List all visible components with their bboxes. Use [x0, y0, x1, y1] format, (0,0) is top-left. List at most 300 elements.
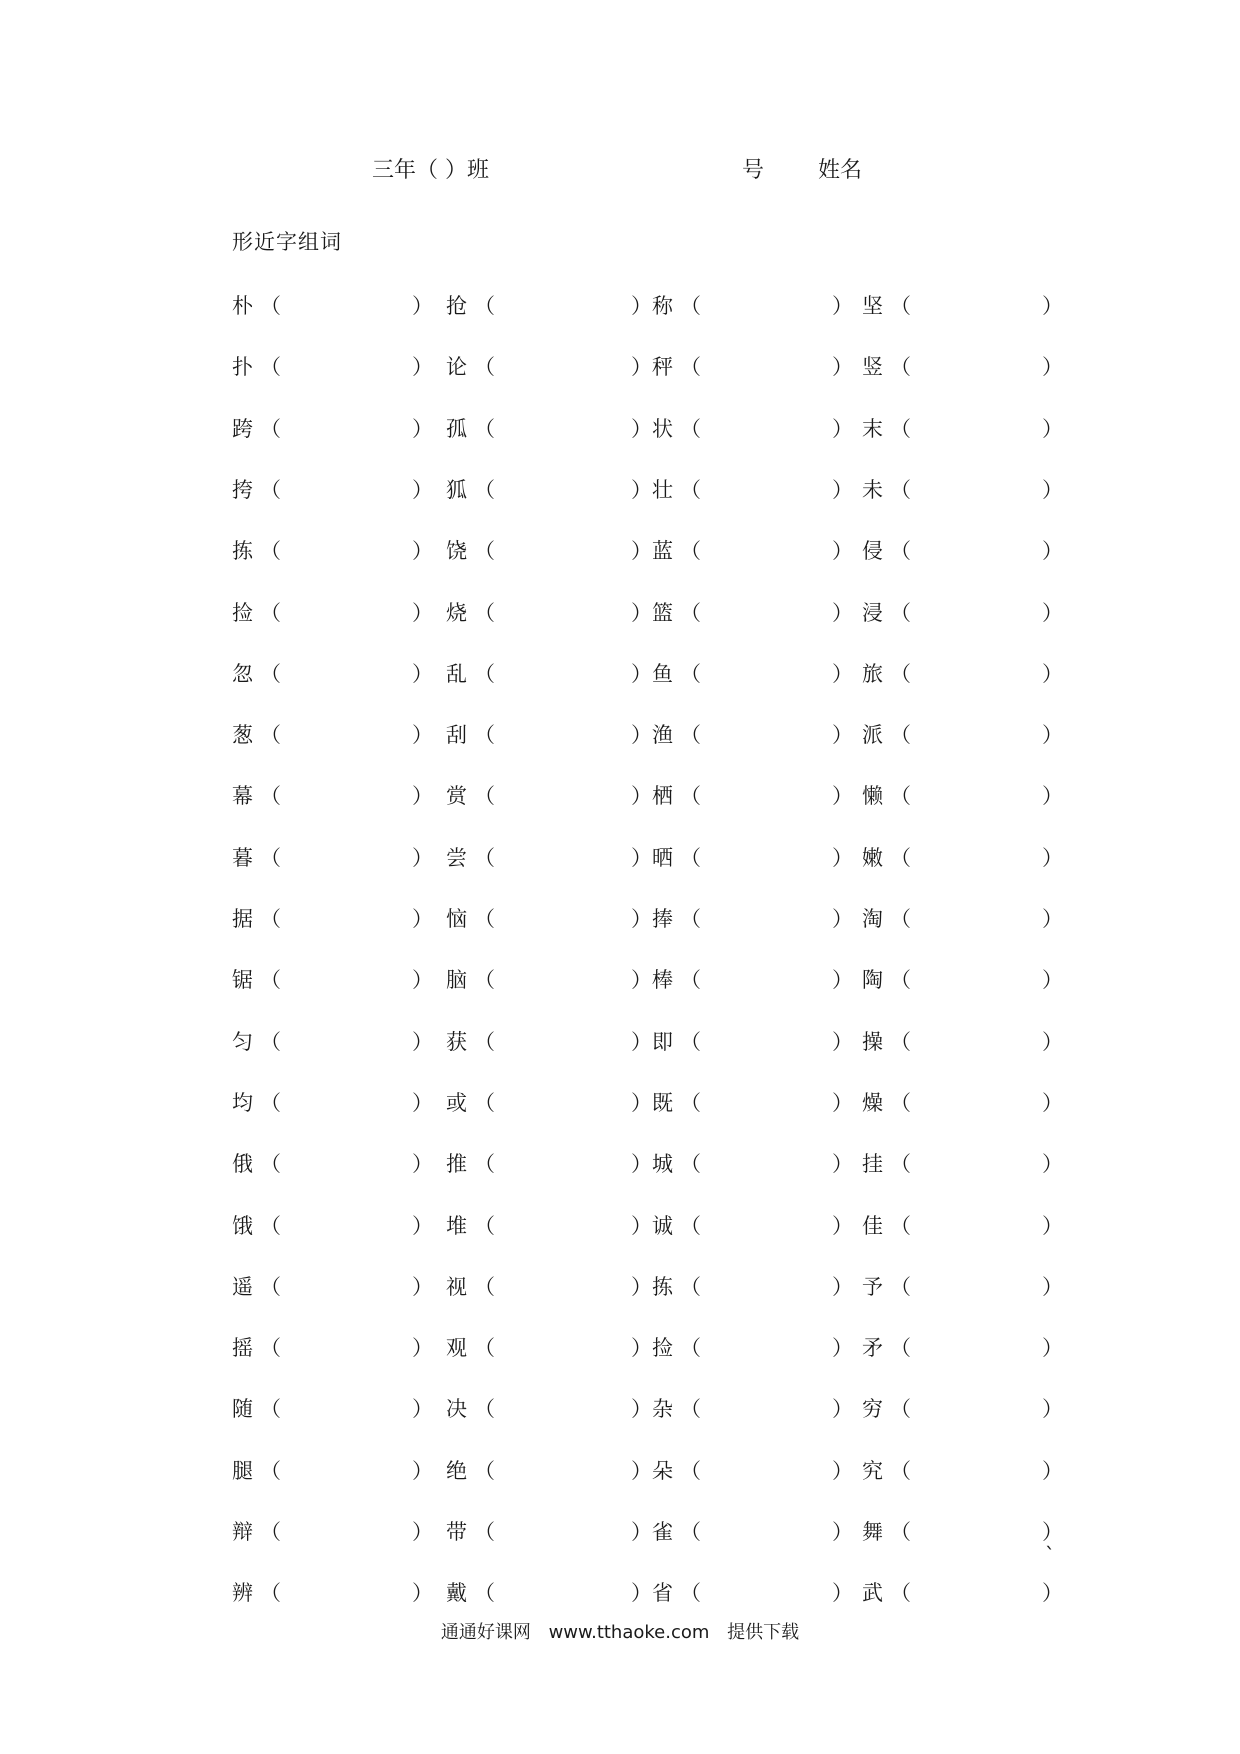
character: 挂 — [862, 1152, 883, 1177]
word-row — [0, 1271, 1240, 1311]
close-paren: ） — [412, 1090, 433, 1115]
close-paren: ） — [412, 416, 433, 441]
answer-blank[interactable] — [906, 290, 1026, 320]
word-cell — [862, 351, 1062, 391]
close-paren: ） — [412, 784, 433, 809]
word-row — [0, 1393, 1240, 1433]
answer-blank[interactable] — [906, 842, 1026, 872]
word-cell — [232, 1516, 432, 1556]
word-row — [0, 1026, 1240, 1066]
character: 幕 — [232, 784, 253, 809]
word-cell — [862, 964, 1062, 1004]
word-row — [0, 351, 1240, 391]
close-paren: ） — [412, 1581, 433, 1606]
character: 朵 — [652, 1458, 673, 1483]
close-paren: ） — [832, 1397, 853, 1422]
character: 刮 — [446, 723, 467, 748]
answer-blank[interactable] — [696, 658, 816, 688]
answer-blank[interactable] — [276, 535, 396, 565]
character: 淘 — [862, 907, 883, 931]
answer-blank[interactable] — [696, 719, 816, 749]
word-cell — [652, 1026, 852, 1066]
character: 锯 — [232, 968, 253, 993]
character: 获 — [446, 1029, 467, 1054]
answer-blank[interactable] — [490, 474, 615, 504]
character: 烧 — [446, 600, 467, 625]
answer-blank[interactable] — [906, 658, 1026, 688]
close-paren: ） — [832, 416, 853, 441]
word-cell — [232, 1087, 432, 1127]
open-paren: （ — [680, 355, 701, 380]
close-paren: ） — [631, 661, 652, 686]
word-cell — [446, 413, 651, 453]
word-cell — [446, 719, 651, 759]
character: 论 — [446, 355, 467, 380]
answer-blank[interactable] — [276, 1210, 396, 1240]
open-paren: （ — [474, 477, 495, 502]
answer-blank[interactable] — [276, 780, 396, 810]
answer-blank[interactable] — [490, 1087, 615, 1117]
answer-blank[interactable] — [906, 1455, 1026, 1485]
close-paren: ） — [631, 1520, 652, 1544]
close-paren: ） — [1042, 1029, 1063, 1054]
answer-blank[interactable] — [490, 719, 615, 749]
answer-blank[interactable] — [276, 1516, 396, 1546]
word-cell — [862, 597, 1062, 637]
answer-blank[interactable] — [696, 903, 816, 933]
character: 乱 — [446, 661, 467, 686]
word-cell — [652, 474, 852, 514]
close-paren: ） — [631, 907, 652, 931]
answer-blank[interactable] — [490, 842, 615, 872]
answer-blank[interactable] — [490, 1455, 615, 1485]
close-paren: ） — [832, 723, 853, 748]
close-paren: ） — [832, 1458, 853, 1483]
close-paren: ） — [631, 1090, 652, 1115]
open-paren: （ — [260, 661, 281, 686]
character: 均 — [232, 1090, 253, 1115]
open-paren: （ — [890, 1520, 911, 1544]
answer-blank[interactable] — [696, 1577, 816, 1607]
answer-blank[interactable] — [696, 1393, 816, 1423]
answer-blank[interactable] — [696, 1455, 816, 1485]
close-paren: ） — [412, 845, 433, 870]
answer-blank[interactable] — [276, 1271, 396, 1301]
close-paren: ） — [631, 294, 652, 318]
word-cell — [652, 351, 852, 391]
footer-url[interactable]: www.tthaoke.com — [548, 1622, 710, 1643]
open-paren: （ — [474, 539, 495, 564]
word-cell — [446, 1087, 651, 1127]
answer-blank[interactable] — [276, 474, 396, 504]
character: 壮 — [652, 477, 673, 502]
character: 栖 — [652, 784, 673, 809]
answer-blank[interactable] — [490, 1210, 615, 1240]
character: 派 — [862, 723, 883, 748]
close-paren: ） — [412, 723, 433, 748]
answer-blank[interactable] — [696, 413, 816, 443]
open-paren: （ — [260, 784, 281, 809]
open-paren: （ — [474, 1336, 495, 1361]
answer-blank[interactable] — [906, 351, 1026, 381]
word-cell — [862, 290, 1062, 330]
character: 渔 — [652, 723, 673, 748]
word-cell — [862, 719, 1062, 759]
open-paren: （ — [680, 907, 701, 931]
close-paren: ） — [631, 1581, 652, 1606]
answer-blank[interactable] — [696, 474, 816, 504]
character: 饿 — [232, 1213, 253, 1238]
answer-blank[interactable] — [490, 1393, 615, 1423]
answer-blank[interactable] — [276, 1577, 396, 1607]
word-cell — [652, 1455, 852, 1495]
open-paren: （ — [890, 416, 911, 441]
word-cell — [652, 413, 852, 453]
open-paren: （ — [260, 1336, 281, 1361]
open-paren: （ — [260, 1520, 281, 1544]
word-cell — [652, 290, 852, 330]
open-paren: （ — [680, 1090, 701, 1115]
character: 视 — [446, 1274, 467, 1299]
close-paren: ） — [832, 355, 853, 380]
close-paren: ） — [631, 1152, 652, 1177]
answer-blank[interactable] — [906, 903, 1026, 933]
word-cell — [652, 1148, 852, 1188]
answer-blank[interactable] — [276, 1026, 396, 1056]
answer-blank[interactable] — [490, 597, 615, 627]
answer-blank[interactable] — [276, 842, 396, 872]
answer-blank[interactable] — [276, 351, 396, 381]
word-row — [0, 842, 1240, 882]
word-cell — [652, 1577, 852, 1617]
answer-blank[interactable] — [906, 474, 1026, 504]
word-cell — [862, 1577, 1062, 1617]
answer-blank[interactable] — [490, 413, 615, 443]
open-paren: （ — [890, 294, 911, 318]
word-cell — [652, 658, 852, 698]
close-paren: ） — [631, 845, 652, 870]
close-paren: ） — [1042, 1520, 1063, 1544]
character: 遥 — [232, 1274, 253, 1299]
word-row — [0, 535, 1240, 575]
answer-blank[interactable] — [490, 290, 615, 320]
word-cell — [862, 1271, 1062, 1311]
word-cell — [862, 1455, 1062, 1495]
word-cell — [446, 964, 651, 1004]
answer-blank[interactable] — [696, 842, 816, 872]
character: 鱼 — [652, 661, 673, 686]
close-paren: ） — [1042, 1581, 1063, 1606]
word-cell — [652, 842, 852, 882]
open-paren: （ — [474, 968, 495, 993]
character: 尝 — [446, 845, 467, 870]
answer-blank[interactable] — [906, 597, 1026, 627]
character: 旅 — [862, 661, 883, 686]
close-paren: ） — [1042, 1090, 1063, 1115]
answer-blank[interactable] — [906, 1148, 1026, 1178]
open-paren: （ — [474, 1090, 495, 1115]
character: 武 — [862, 1581, 883, 1606]
character: 状 — [652, 416, 673, 441]
open-paren: （ — [260, 355, 281, 380]
answer-blank[interactable] — [906, 964, 1026, 994]
word-cell — [862, 842, 1062, 882]
trailing-mark: ` — [1045, 1543, 1055, 1567]
answer-blank[interactable] — [906, 1393, 1026, 1423]
word-cell — [652, 903, 852, 943]
open-paren: （ — [474, 1581, 495, 1606]
character: 随 — [232, 1397, 253, 1422]
word-row — [0, 658, 1240, 698]
answer-blank[interactable] — [490, 1026, 615, 1056]
answer-blank[interactable] — [276, 1332, 396, 1362]
close-paren: ） — [1042, 1397, 1063, 1422]
open-paren: （ — [680, 845, 701, 870]
word-row — [0, 413, 1240, 453]
word-cell — [446, 1332, 651, 1372]
character: 秤 — [652, 355, 673, 380]
word-cell — [446, 535, 651, 575]
character: 末 — [862, 416, 883, 441]
close-paren: ） — [832, 1152, 853, 1177]
word-cell — [232, 719, 432, 759]
answer-blank[interactable] — [906, 1332, 1026, 1362]
answer-blank[interactable] — [490, 780, 615, 810]
answer-blank[interactable] — [696, 535, 816, 565]
answer-blank[interactable] — [276, 903, 396, 933]
close-paren: ） — [412, 1274, 433, 1299]
answer-blank[interactable] — [276, 658, 396, 688]
word-cell — [862, 903, 1062, 943]
word-cell — [652, 597, 852, 637]
word-row — [0, 1455, 1240, 1495]
answer-blank[interactable] — [490, 964, 615, 994]
open-paren: （ — [260, 1213, 281, 1238]
word-cell — [652, 964, 852, 1004]
answer-blank[interactable] — [276, 964, 396, 994]
answer-blank[interactable] — [696, 1516, 816, 1546]
open-paren: （ — [680, 1581, 701, 1606]
character: 篮 — [652, 600, 673, 625]
answer-blank[interactable] — [490, 903, 615, 933]
word-cell — [862, 474, 1062, 514]
answer-blank[interactable] — [696, 290, 816, 320]
answer-blank[interactable] — [276, 1455, 396, 1485]
character: 嫩 — [862, 845, 883, 870]
answer-blank[interactable] — [276, 413, 396, 443]
answer-blank[interactable] — [906, 1271, 1026, 1301]
close-paren: ） — [631, 416, 652, 441]
word-cell — [862, 1332, 1062, 1372]
close-paren: ） — [412, 968, 433, 993]
answer-blank[interactable] — [906, 1577, 1026, 1607]
close-paren: ） — [1042, 294, 1063, 318]
answer-blank[interactable] — [696, 1087, 816, 1117]
close-paren: ） — [1042, 600, 1063, 625]
answer-blank[interactable] — [490, 1577, 615, 1607]
close-paren: ） — [412, 1213, 433, 1238]
open-paren: （ — [260, 723, 281, 748]
open-paren: （ — [474, 723, 495, 748]
close-paren: ） — [1042, 845, 1063, 870]
character: 蓝 — [652, 539, 673, 564]
grade-class-label: 三年（ ）班 — [372, 158, 489, 183]
close-paren: ） — [412, 1336, 433, 1361]
word-cell — [652, 1271, 852, 1311]
answer-blank[interactable] — [276, 1087, 396, 1117]
word-cell — [232, 597, 432, 637]
open-paren: （ — [474, 355, 495, 380]
close-paren: ） — [631, 539, 652, 564]
word-cell — [232, 1455, 432, 1495]
open-paren: （ — [474, 1520, 495, 1544]
character: 坚 — [862, 294, 883, 318]
answer-blank[interactable] — [696, 1332, 816, 1362]
answer-blank[interactable] — [276, 1148, 396, 1178]
character: 暮 — [232, 845, 253, 870]
close-paren: ） — [832, 661, 853, 686]
character: 棒 — [652, 968, 673, 993]
open-paren: （ — [890, 1029, 911, 1054]
character: 摇 — [232, 1336, 253, 1361]
open-paren: （ — [680, 661, 701, 686]
open-paren: （ — [890, 968, 911, 993]
open-paren: （ — [474, 1458, 495, 1483]
character: 浸 — [862, 600, 883, 625]
close-paren: ） — [1042, 968, 1063, 993]
answer-blank[interactable] — [490, 658, 615, 688]
open-paren: （ — [260, 416, 281, 441]
open-paren: （ — [680, 1458, 701, 1483]
answer-blank[interactable] — [490, 1148, 615, 1178]
open-paren: （ — [260, 1090, 281, 1115]
close-paren: ） — [832, 784, 853, 809]
answer-blank[interactable] — [906, 780, 1026, 810]
character: 跨 — [232, 416, 253, 441]
open-paren: （ — [890, 1397, 911, 1422]
answer-blank[interactable] — [276, 597, 396, 627]
close-paren: ） — [832, 477, 853, 502]
word-row — [0, 780, 1240, 820]
close-paren: ） — [1042, 723, 1063, 748]
answer-blank[interactable] — [490, 1332, 615, 1362]
character: 矛 — [862, 1336, 883, 1361]
open-paren: （ — [680, 1397, 701, 1422]
word-cell — [862, 1393, 1062, 1433]
answer-blank[interactable] — [696, 1210, 816, 1240]
close-paren: ） — [631, 355, 652, 380]
word-cell — [446, 474, 651, 514]
close-paren: ） — [412, 294, 433, 318]
answer-blank[interactable] — [490, 1271, 615, 1301]
close-paren: ） — [631, 1397, 652, 1422]
character: 堆 — [446, 1213, 467, 1238]
answer-blank[interactable] — [906, 413, 1026, 443]
close-paren: ） — [412, 600, 433, 625]
close-paren: ） — [832, 1520, 853, 1544]
character: 葱 — [232, 723, 253, 748]
close-paren: ） — [412, 1152, 433, 1177]
close-paren: ） — [412, 1397, 433, 1422]
word-cell — [446, 1148, 651, 1188]
answer-blank[interactable] — [906, 719, 1026, 749]
word-cell — [446, 290, 651, 330]
answer-blank[interactable] — [906, 535, 1026, 565]
character: 脑 — [446, 968, 467, 993]
character: 带 — [446, 1520, 467, 1544]
character: 陶 — [862, 968, 883, 993]
answer-blank[interactable] — [490, 535, 615, 565]
character: 诚 — [652, 1213, 673, 1238]
close-paren: ） — [631, 1274, 652, 1299]
open-paren: （ — [680, 600, 701, 625]
open-paren: （ — [680, 723, 701, 748]
character: 决 — [446, 1397, 467, 1422]
answer-blank[interactable] — [276, 1393, 396, 1423]
open-paren: （ — [260, 1458, 281, 1483]
answer-blank[interactable] — [276, 719, 396, 749]
close-paren: ） — [412, 539, 433, 564]
word-cell — [862, 658, 1062, 698]
character: 扑 — [232, 355, 253, 380]
open-paren: （ — [474, 845, 495, 870]
close-paren: ） — [631, 600, 652, 625]
close-paren: ） — [1042, 1152, 1063, 1177]
word-cell — [862, 535, 1062, 575]
answer-blank[interactable] — [906, 1026, 1026, 1056]
word-cell — [652, 719, 852, 759]
answer-blank[interactable] — [696, 1148, 816, 1178]
word-row — [0, 290, 1240, 330]
open-paren: （ — [260, 1274, 281, 1299]
word-cell — [232, 903, 432, 943]
answer-blank[interactable] — [696, 597, 816, 627]
character: 狐 — [446, 477, 467, 502]
open-paren: （ — [260, 600, 281, 625]
word-row — [0, 1210, 1240, 1250]
answer-blank[interactable] — [906, 1516, 1026, 1546]
word-cell — [232, 780, 432, 820]
footer — [0, 1618, 1240, 1644]
word-cell — [862, 1210, 1062, 1250]
answer-blank[interactable] — [696, 1271, 816, 1301]
open-paren: （ — [260, 539, 281, 564]
open-paren: （ — [474, 1397, 495, 1422]
word-cell — [652, 780, 852, 820]
word-cell — [652, 535, 852, 575]
word-row — [0, 903, 1240, 943]
answer-blank[interactable] — [490, 351, 615, 381]
open-paren: （ — [474, 1213, 495, 1238]
character: 据 — [232, 907, 253, 931]
answer-blank[interactable] — [906, 1210, 1026, 1240]
word-cell — [862, 413, 1062, 453]
answer-blank[interactable] — [490, 1516, 615, 1546]
answer-blank[interactable] — [906, 1087, 1026, 1117]
close-paren: ） — [631, 1458, 652, 1483]
answer-blank[interactable] — [696, 780, 816, 810]
answer-blank[interactable] — [696, 1026, 816, 1056]
close-paren: ） — [631, 1336, 652, 1361]
answer-blank[interactable] — [696, 964, 816, 994]
character: 侵 — [862, 539, 883, 564]
answer-blank[interactable] — [696, 351, 816, 381]
word-cell — [446, 842, 651, 882]
open-paren: （ — [890, 1152, 911, 1177]
word-cell — [232, 413, 432, 453]
character: 或 — [446, 1090, 467, 1115]
answer-blank[interactable] — [276, 290, 396, 320]
